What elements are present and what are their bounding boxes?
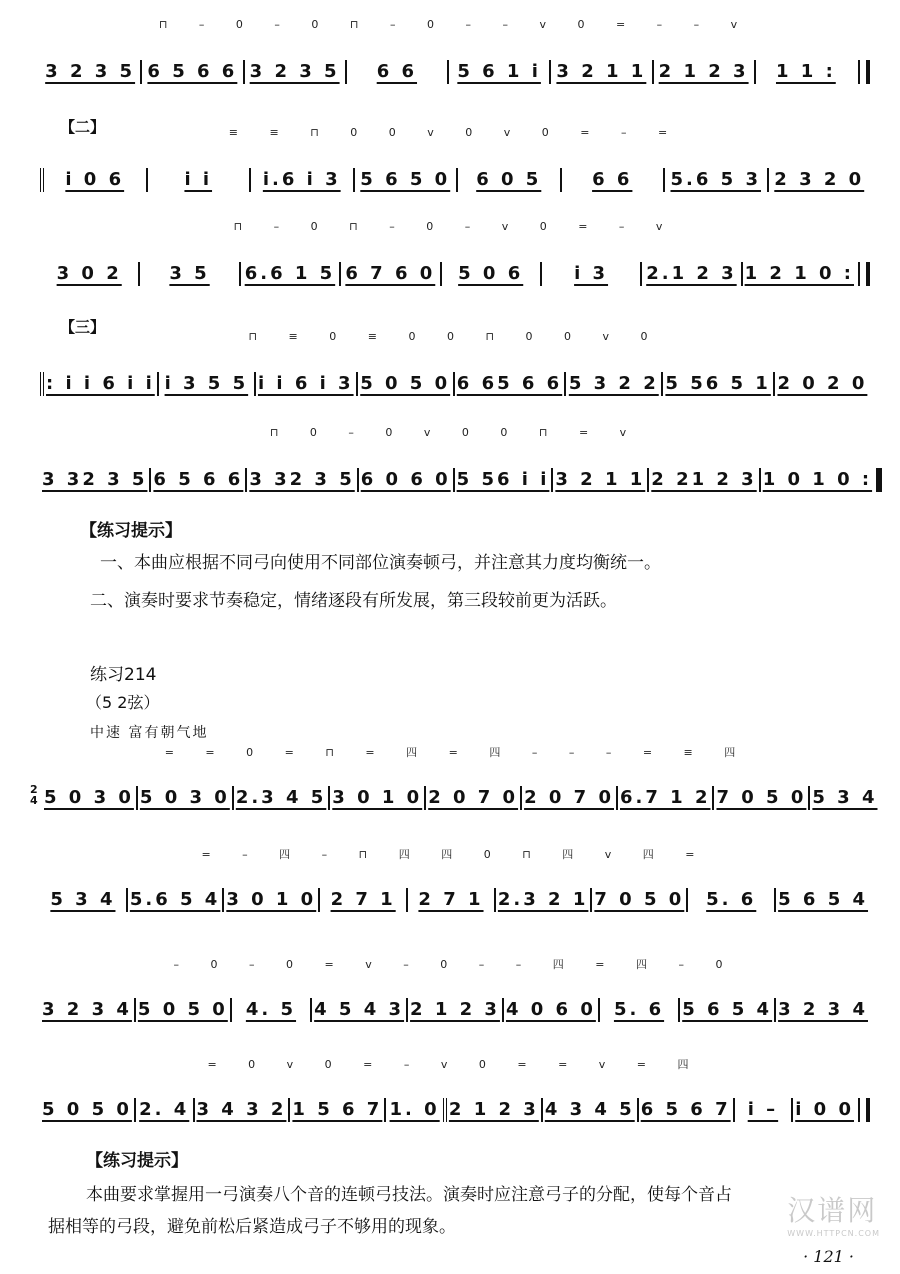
measure: 6 5 6 6 [140,60,242,84]
measure: 5.6 5 3 [663,168,767,192]
measure: 3 2 3 4 [42,999,132,1020]
measure: 5 0 5 0 [42,1099,132,1120]
measure: 2.1 2 3 [640,262,740,286]
measure: 5 3 4 [50,889,116,910]
measure: 4 3 4 5 [541,1098,637,1122]
measure: 5 56 5 1 [661,372,772,396]
measure: 2 1 2 3 [443,1098,541,1122]
measure: 3 0 1 0 [222,888,318,912]
measure: 2. 4 [134,1098,193,1122]
final-barline [858,1098,870,1122]
measure: 6 0 5 [456,168,560,192]
exercise-tempo: 中速 富有朝气地 [90,725,209,741]
end-repeat-barline [876,468,882,492]
practice-tip-2: 二、演奏时要求节奏稳定，情绪逐段有所发展，第三段较前更为活跃。 [90,591,617,611]
bowing-marks: = = 0 = ⊓ = 四 = 四 – – – = ≡ 四 [164,746,750,759]
measure: 5 3 2 2 [564,372,661,396]
bowing-marks: – 0 – 0 = v – 0 – – 四 = 四 – 0 [173,958,737,971]
measure: 5 3 4 [808,786,879,810]
bowing-marks: ⊓ – 0 – 0 ⊓ – 0 – – v 0 = – – v [158,18,752,31]
measure: 3 4 3 2 [193,1098,289,1122]
measure: 5 0 6 [440,262,540,286]
measure: 2 0 7 0 [520,786,616,810]
page-number: · 121 · [803,1247,854,1266]
notation-row-3 [40,220,870,290]
bowing-marks: = – 四 – ⊓ 四 四 0 ⊓ 四 v 四 = [201,848,709,861]
measure: 2.3 2 1 [494,888,590,912]
site-watermark: 汉谱网 WWW.HTTPCN.COM [787,1194,880,1238]
measure: i – [733,1098,792,1122]
measure: 1 5 6 7 [288,1098,384,1122]
measure: 1 0 1 0 : [759,468,874,492]
measure: 5 6 5 0 [353,168,457,192]
notation-row-8 [40,956,870,1026]
measure: 5 0 3 0 [136,786,232,810]
measure: 3 2 3 5 [243,60,345,84]
measure: 3 2 3 5 [45,61,136,82]
measure: 5 6 5 4 [678,998,774,1022]
notation-row-5 [40,426,873,496]
measure: i 0 6 [40,168,146,192]
notation-row-7 [40,846,870,916]
measure: 2.3 4 5 [232,786,328,810]
practice-tip-1: 一、本曲应根据不同弓向使用不同部位演奏顿弓，并注意其力度均衡统一。 [100,553,661,573]
practice-tips-heading-2: 【练习提示】 [86,1151,188,1171]
notation-row-2 [40,126,870,196]
practice-tip-text-line-1: 本曲要求掌握用一弓演奏八个音的连顿弓技法。演奏时应注意弓子的分配，使每个音占 [86,1185,732,1205]
measure: 6.6 1 5 [239,262,339,286]
measure: 4 5 4 3 [310,998,406,1022]
bowing-marks: ⊓ ≡ 0 ≡ 0 0 ⊓ 0 0 v 0 [248,330,662,343]
measure: i 0 0 [791,1098,856,1122]
measure: 6 5 6 7 [637,1098,733,1122]
measure: 2 1 2 3 [652,60,754,84]
measure: i.6 i 3 [249,168,353,192]
measure: 6.7 1 2 [616,786,712,810]
measure: 2 0 7 0 [424,786,520,810]
measure: 7 0 5 0 [712,786,808,810]
section-3-label: 【三】 [60,318,106,336]
measure: 5 0 5 0 [134,998,230,1022]
measure: i 3 [540,262,640,286]
measure: i i 6 i 3 [254,372,356,396]
measure: 3 2 1 1 [549,60,651,84]
measure: 3 2 3 4 [774,998,870,1022]
exercise-title: 练习214 [90,665,157,685]
measure: 5 6 1 i [447,60,549,84]
measure: 5 0 5 0 [356,372,453,396]
measure: 3 32 3 5 [245,468,356,492]
measure: 2 0 2 0 [773,372,870,396]
measure: 5. 6 [598,998,678,1022]
bowing-marks: ⊓ 0 – 0 v 0 0 ⊓ = v [269,426,641,439]
section-2-label: 【二】 [60,118,106,136]
measure: 1. 0 [384,1098,443,1122]
measure: 5 56 i i [453,468,552,492]
bowing-marks: ⊓ – 0 ⊓ – 0 – v 0 = – v [233,220,677,233]
practice-tips-heading: 【练习提示】 [80,521,182,541]
measure: 7 0 5 0 [590,888,686,912]
measure: 2 7 1 [318,888,406,912]
measure: 6 6 [345,60,447,84]
measure: 5. 6 [686,888,774,912]
notation-row-1 [40,18,870,88]
measure: 4. 5 [230,998,310,1022]
measure: 1 1 : [754,60,856,84]
measure: 3 5 [138,262,238,286]
measure: 6 0 6 0 [357,468,453,492]
measure: 2 7 1 [406,888,494,912]
practice-tip-text-line-2: 据相等的弓段，避免前松后紧造成弓子不够用的现象。 [48,1217,456,1237]
measure: 1 2 1 0 : [741,262,856,286]
measure: 3 32 3 5 [42,469,148,490]
end-repeat-barline [858,262,870,286]
measure: 3 0 2 [56,263,122,284]
measure: i i [146,168,250,192]
measure: 6 6 [560,168,664,192]
measure: 3 0 1 0 [328,786,424,810]
notation-row-9 [40,1056,870,1126]
measure: 5 6 5 4 [774,888,870,912]
measure: 6 7 6 0 [339,262,439,286]
measure: i 3 5 5 [157,372,254,396]
bowing-marks: ≡ ≡ ⊓ 0 0 v 0 v 0 = – = [228,126,682,139]
measure: 6 65 6 6 [453,372,564,396]
measure: 6 5 6 6 [149,468,245,492]
time-signature: 2 4 [30,783,38,807]
exercise-tuning: （5 2弦） [86,693,160,712]
measure: 2 1 2 3 [406,998,502,1022]
measure: 5.6 5 4 [126,888,222,912]
measure: 3 2 1 1 [551,468,647,492]
end-repeat-barline [858,60,870,84]
notation-row-4 [40,330,870,400]
notation-row-6 [42,744,878,814]
measure: 2 21 2 3 [647,468,758,492]
bowing-marks: = 0 v 0 = – v 0 = = v = 四 [207,1058,703,1071]
measure: 2 3 2 0 [767,168,871,192]
measure: : i i 6 i i [40,372,157,396]
measure: 5 0 3 0 [44,787,134,808]
measure: 4 0 6 0 [502,998,598,1022]
